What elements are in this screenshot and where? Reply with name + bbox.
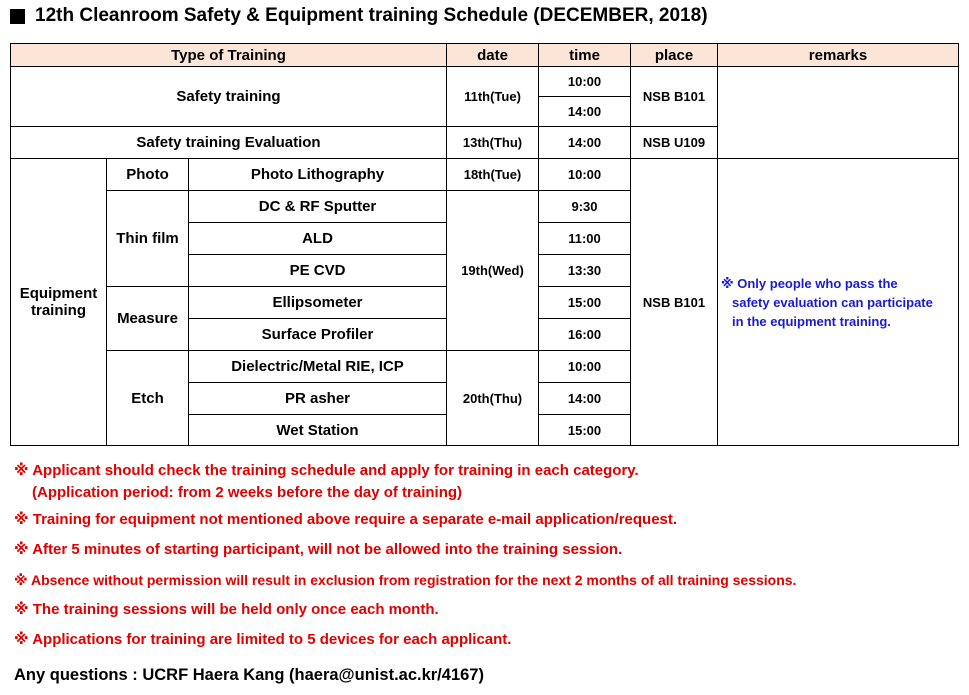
equipment-name: PR asher [189,383,447,415]
note-2: ※ Training for equipment not mentioned above require a separate e-mail application/request. [14,511,678,528]
note-1-period: (Application period: from 2 weeks before the day of training) [32,484,463,501]
note-6: ※ Applications for training are limited to 5 devices for each applicant. [14,631,512,648]
equipment-time: 11:00 [539,223,631,255]
equipment-row-1 [11,159,959,191]
note-3: ※ After 5 minutes of starting participant, will not be allowed into the training session. [14,541,623,558]
note-1: ※ Applicant should check the training schedule and apply for training in each category. [14,462,639,479]
equipment-training-label [11,159,107,446]
safety-training-time-1: 10:00 [539,67,631,97]
header-date: date [447,44,539,67]
safety-training-time-2: 14:00 [539,97,631,127]
safety-row-1 [11,67,959,97]
equipment-name: Photo Lithography [189,159,447,191]
note-5: ※ The training sessions will be held only once each month. [14,601,439,618]
remark-line-1: ※ Only people who pass the [721,275,898,291]
safety-training-name: Safety training [11,67,447,127]
header-type: Type of Training [11,44,447,67]
header-place: place [631,44,718,67]
equipment-time: 10:00 [539,351,631,383]
equipment-time: 16:00 [539,319,631,351]
equipment-time: 10:00 [539,159,631,191]
equipment-name: Dielectric/Metal RIE, ICP [189,351,447,383]
equipment-name: DC & RF Sputter [189,191,447,223]
title-text: 12th Cleanroom Safety & Equipment training Schedule (DECEMBER, 2018) [35,5,708,26]
equipment-place: NSB B101 [631,159,718,446]
evaluation-time: 14:00 [539,127,631,159]
equipment-remarks [718,159,959,446]
evaluation-place: NSB U109 [631,127,718,159]
safety-training-date: 11th(Tue) [447,67,539,127]
safety-training-place: NSB B101 [631,67,718,127]
contact-info: Any questions : UCRF Haera Kang (haera@unist.ac.kr/4167) [14,666,484,684]
equipment-date-18: 18th(Tue) [447,159,539,191]
schedule-table [10,43,959,446]
equipment-time: 14:00 [539,383,631,415]
category-photo: Photo [107,159,189,191]
equipment-time: 15:00 [539,415,631,446]
note-4: ※ Absence without permission will result in exclusion from registration for the next 2 months of all training sessions. [14,572,797,588]
equipment-name: Ellipsometer [189,287,447,319]
remark-line-3: in the equipment training. [732,313,891,329]
equipment-time: 9:30 [539,191,631,223]
equipment-name: Surface Profiler [189,319,447,351]
evaluation-name: Safety training Evaluation [11,127,447,159]
equipment-label-line2: training [31,302,86,319]
header-row [11,44,959,67]
notes-section [14,460,796,655]
safety-remarks-cell [718,67,959,159]
equipment-time: 13:30 [539,255,631,287]
equipment-name: PE CVD [189,255,447,287]
equipment-date-20: 20th(Thu) [447,351,539,446]
remark-line-2: safety evaluation can participate [732,294,933,310]
equipment-date-19: 19th(Wed) [447,191,539,351]
category-measure: Measure [107,287,189,351]
equipment-time: 15:00 [539,287,631,319]
category-etch: Etch [107,351,189,446]
black-square-icon [10,9,25,24]
header-remarks: remarks [718,44,959,67]
header-time: time [539,44,631,67]
equipment-name: ALD [189,223,447,255]
equipment-label-line1: Equipment [19,285,98,302]
equipment-name: Wet Station [189,415,447,446]
category-thin-film: Thin film [107,191,189,287]
page-title [10,5,708,27]
evaluation-date: 13th(Thu) [447,127,539,159]
